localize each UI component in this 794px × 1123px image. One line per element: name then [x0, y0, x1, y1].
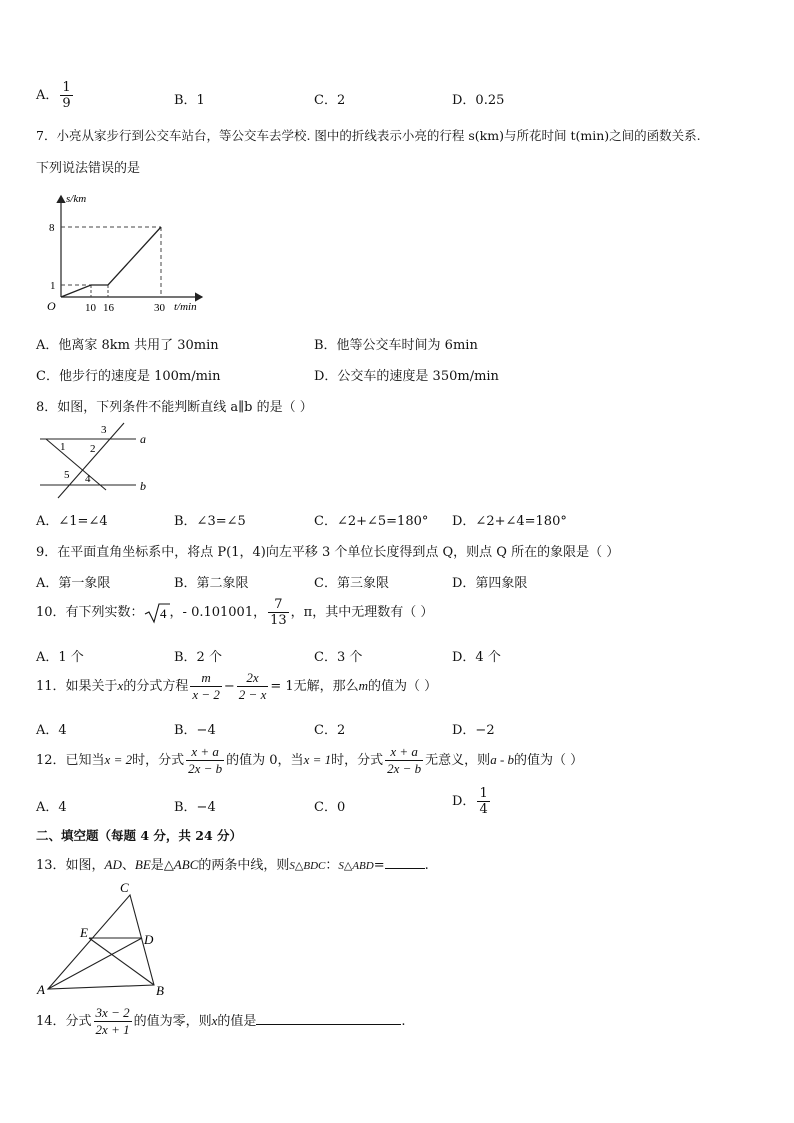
answer-blank[interactable]: [385, 856, 425, 869]
q9-option-b: B．第二象限: [174, 576, 249, 591]
q14-stem: 14．分式 $\frac{3x - 2}{2x + 1}$ 的值为零，则x的值是 .: [36, 1005, 406, 1037]
q11-stem: 11．如果关于x的分式方程 $\frac{m}{x - 2}$ − $\frac{2x}{2 - x}$ = 1无解，那么m的值为（ ）: [36, 670, 438, 702]
y-tick-8: 8: [49, 222, 55, 234]
q6-option-a: A． $\frac{1}{9}$: [36, 80, 71, 111]
answer-blank[interactable]: [256, 1012, 401, 1025]
q12-option-d: D． $\frac{1}{4}$: [452, 786, 488, 817]
q10-option-b: B．2 个: [174, 650, 222, 665]
y-axis-label: s/km: [66, 193, 87, 205]
journey-line: [61, 227, 161, 297]
vertex-a-label: A: [37, 982, 45, 997]
y-tick-1: 1: [50, 280, 56, 292]
q9-option-c: C．第三象限: [314, 576, 389, 591]
q8-parallel-lines-figure: [36, 418, 156, 500]
angle-1-label: 1: [60, 441, 66, 453]
q8-option-a: A．∠1=∠4: [36, 514, 108, 529]
angle-4-label: 4: [85, 473, 91, 485]
q7-stem-line1: 7．小亮从家步行到公交车站台，等公交车去学校. 图中的折线表示小亮的行程 s(km)与所花时间 t(min)之间的函数关系.: [36, 128, 701, 143]
fraction: $\frac{x + a}{2x - b}$: [387, 744, 422, 776]
q13-stem: 13．如图，AD、BE是△ABC的两条中线，则S△BDC：S△ABD= .: [36, 857, 429, 873]
q8-option-b: B．∠3=∠5: [174, 514, 246, 529]
triangle-abc: [48, 895, 154, 989]
angle-2-label: 2: [90, 443, 96, 455]
fraction: $\frac{2x}{2 - x}$: [238, 670, 267, 702]
q11-option-a: A．4: [36, 723, 67, 738]
q6-option-c: C．2: [314, 93, 346, 108]
q6-option-d: D．0.25: [452, 93, 505, 108]
q9-stem: 9．在平面直角坐标系中，将点 P(1，4)向左平移 3 个单位长度得到点 Q，则点 Q 所在的象限是（ ）: [36, 545, 620, 560]
q7-option-a: A．他离家 8km 共用了 30min: [36, 338, 219, 353]
q10-option-c: C．3 个: [314, 650, 363, 665]
vertex-c-label: C: [120, 880, 129, 895]
x-axis-label: t/min: [174, 301, 197, 313]
q8-option-c: C．∠2+∠5=180°: [314, 514, 429, 529]
angle-5-label: 5: [64, 469, 70, 481]
line-b-label: b: [140, 479, 146, 493]
x-tick-10: 10: [85, 302, 96, 314]
q7-option-c: C．他步行的速度是 100m/min: [36, 369, 221, 384]
x-tick-30: 30: [154, 302, 165, 314]
q11-option-d: D．−2: [452, 723, 495, 738]
q6-option-b: B．1: [174, 93, 205, 108]
q10-stem: 10．有下列实数： 4 ，- 0.101001， $\frac{7}{13}$ ，π，其中无理数有（ ）: [36, 597, 434, 628]
line-a-label: a: [140, 432, 146, 446]
transversal-1: [58, 423, 124, 498]
q12-option-a: A．4: [36, 800, 67, 815]
fraction: $\frac{1}{4}$: [479, 786, 488, 817]
q8-option-d: D．∠2+∠4=180°: [452, 514, 567, 529]
sqrt-icon: [144, 602, 170, 624]
q12-option-b: B．−4: [174, 800, 216, 815]
fraction: $\frac{3x - 2}{2x + 1}$: [95, 1005, 130, 1037]
vertex-b-label: B: [156, 983, 164, 998]
median-ad: [48, 938, 142, 989]
q10-option-d: D．4 个: [452, 650, 501, 665]
fraction: $\frac{m}{x - 2}$: [192, 670, 220, 702]
fraction: $\frac{1}{9}$: [62, 80, 71, 111]
fraction: $\frac{7}{13}$: [270, 597, 287, 628]
q7-distance-time-graph: [30, 188, 215, 318]
q12-stem: 12．已知当x = 2时，分式 $\frac{x + a}{2x - b}$ 的值为 0，当x = 1时，分式 $\frac{x + a}{2x - b}$ 无意义，则a - b的值为（ ）: [36, 744, 584, 776]
q7-stem-line2: 下列说法错误的是: [36, 161, 141, 176]
point-d-label: D: [144, 932, 154, 947]
sqrt-expression: [144, 602, 170, 624]
origin-label: O: [47, 299, 56, 313]
q11-option-b: B．−4: [174, 723, 216, 738]
svg-text:4: 4: [159, 605, 167, 621]
q9-option-d: D．第四象限: [452, 576, 528, 591]
q11-option-c: C．2: [314, 723, 346, 738]
point-e-label: E: [80, 925, 88, 940]
q7-option-d: D．公交车的速度是 350m/min: [314, 369, 499, 384]
angle-3-label: 3: [101, 424, 107, 436]
q7-option-b: B．他等公交车时间为 6min: [314, 338, 478, 353]
section-title: 二、填空题（每题 4 分，共 24 分）: [36, 828, 243, 843]
q8-stem: 8．如图，下列条件不能判断直线 a∥b 的是（ ）: [36, 400, 313, 415]
q9-option-a: A．第一象限: [36, 576, 111, 591]
transversal-2: [46, 439, 106, 490]
fraction: $\frac{x + a}{2x - b}$: [188, 744, 223, 776]
q10-option-a: A．1 个: [36, 650, 84, 665]
x-tick-16: 16: [103, 302, 114, 314]
q12-option-c: C．0: [314, 800, 346, 815]
q13-triangle-figure: [34, 878, 174, 1000]
